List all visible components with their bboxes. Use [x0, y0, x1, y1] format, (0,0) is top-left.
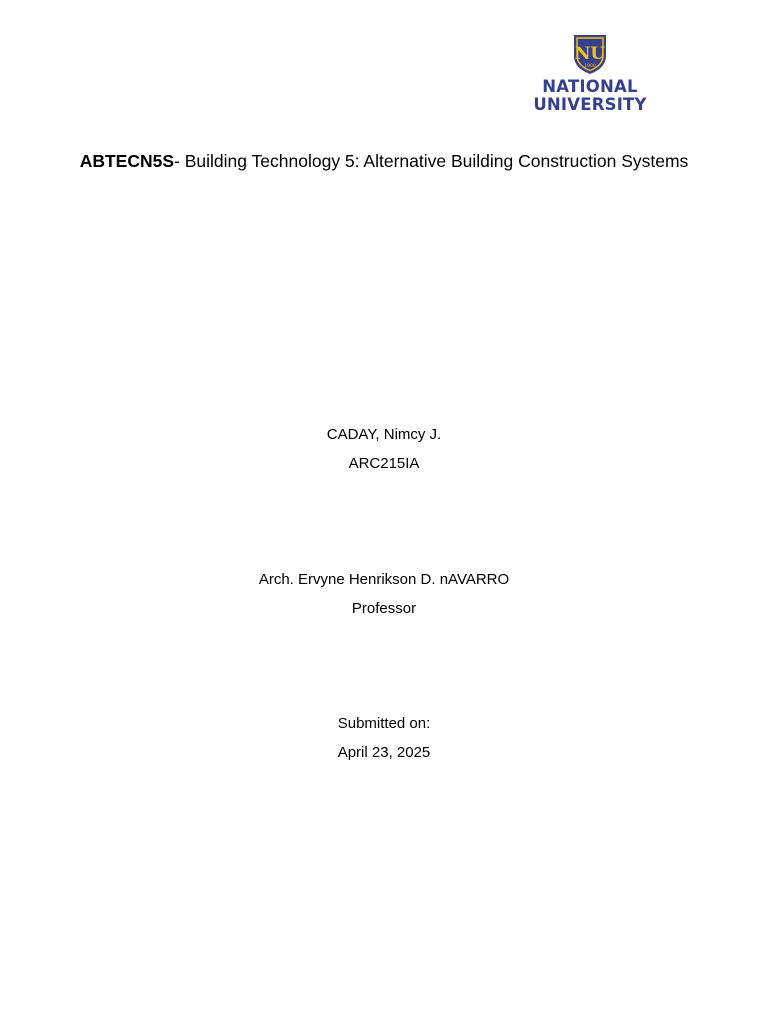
- university-seal-icon: [570, 32, 610, 76]
- logo-text-university: UNIVERSITY: [533, 95, 647, 114]
- national-university-logo: [531, 32, 649, 122]
- course-code: ABTECN5S: [79, 151, 175, 171]
- submission-date: April 23, 2025: [337, 744, 431, 761]
- submission-info: [0, 709, 768, 767]
- course-name: - Building Technology 5: Alternative Building Construction Systems: [174, 151, 689, 171]
- course-title: [60, 150, 708, 173]
- student-section: ARC215IA: [348, 455, 420, 472]
- student-info: [0, 420, 768, 478]
- svg-text:NU: NU: [574, 44, 606, 64]
- student-name: CADAY, Nimcy J.: [326, 426, 442, 443]
- submission-label: Submitted on:: [337, 715, 431, 732]
- professor-name: Arch. Ervyne Henrikson D. nAVARRO: [258, 571, 510, 588]
- professor-info: [0, 565, 768, 623]
- logo-text-national: NATIONAL: [542, 77, 638, 96]
- svg-text:1900: 1900: [584, 64, 596, 69]
- professor-role: Professor: [351, 600, 417, 617]
